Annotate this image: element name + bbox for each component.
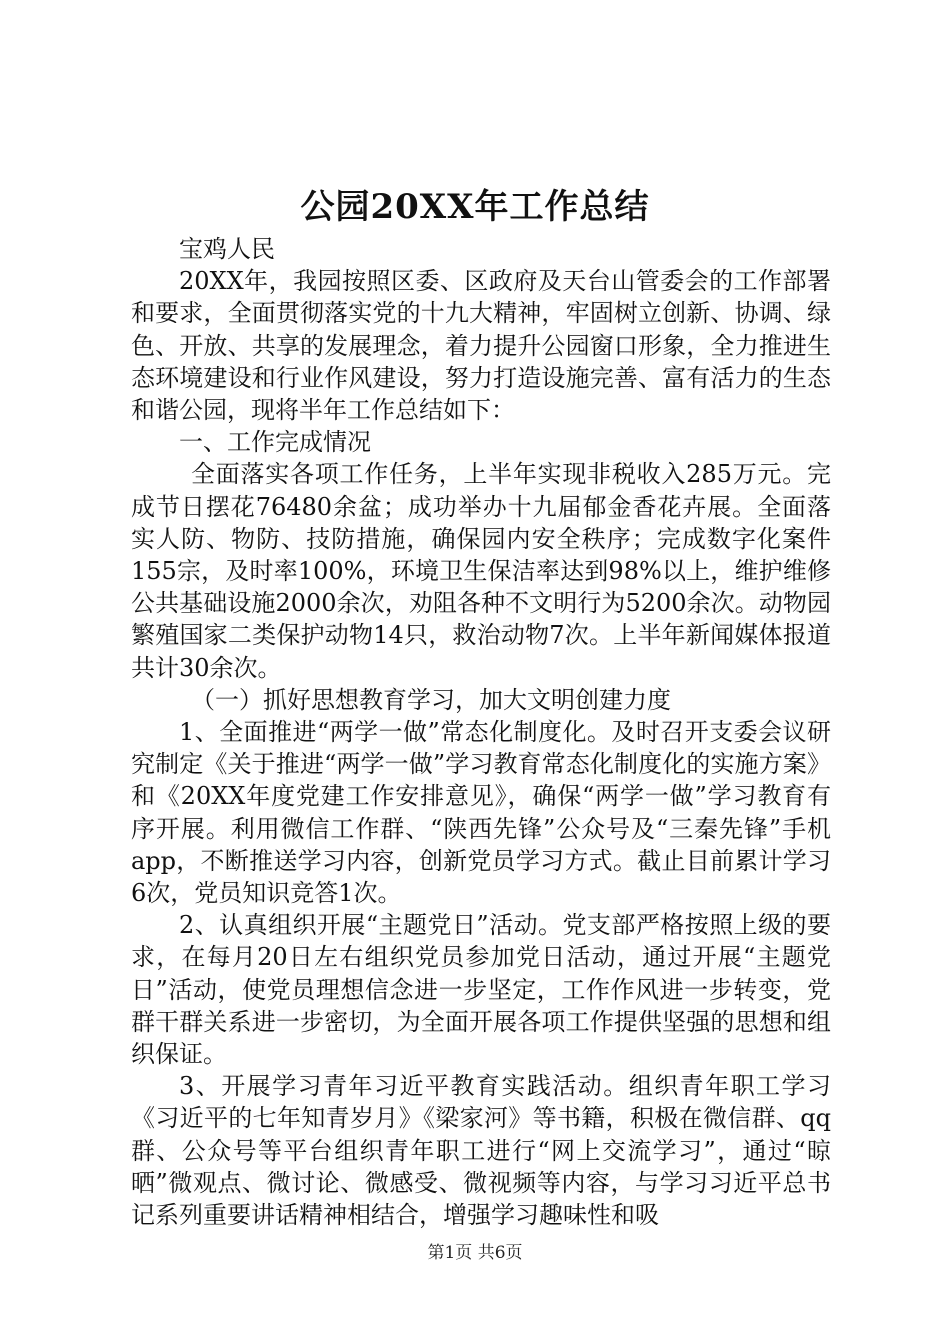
subsection-heading: （一）抓好思想教育学习，加大文明创建力度 — [191, 685, 671, 714]
section-heading: 一、工作完成情况 — [179, 428, 371, 457]
paragraph-item-3: 3、开展学习青年习近平教育实践活动。组织青年职工学习《习近平的七年知青岁月》《梁家河》等书籍，积极在微信群、qq群、公众号等平台组织青年职工进行“网上交流学习”，通过“晾晒”微观点、微讨论、微感受、微视频等内容，与学习习近平总书记系列重要讲话精神相结合，增强学习趣味性和吸 — [131, 1072, 831, 1230]
document-body — [131, 233, 831, 1231]
author-line: 宝鸡人民 — [179, 235, 275, 263]
paragraph-item-2: 2、认真组织开展“主题党日”活动。党支部严格按照上级的要求，在每月20日左右组织党员参加党日活动，通过开展“主题党日”活动，使党员理想信念进一步坚定，工作作风进一步转变，党群干群关系进一步密切，为全面开展各项工作提供坚强的思想和组织保证。 — [131, 911, 831, 1069]
document-title: 公园20XX年工作总结 — [300, 187, 650, 227]
page-number: 第1页 共6页 — [427, 1243, 523, 1263]
paragraph-summary: 全面落实各项工作任务，上半年实现非税收入285万元。完成节日摆花76480余盆；成功举办十九届郁金香花卉展。全面落实人防、物防、技防措施，确保园内安全秩序；完成数字化案件155宗，及时率100%，环境卫生保洁率达到98%以上，维护维修公共基础设施2000余次，劝阻各种不文明行为5200余次。动物园繁殖国家二类保护动物14只，救治动物7次。上半年新闻媒体报道共计30余次。 — [131, 460, 831, 682]
paragraph-item-1: 1、全面推进“两学一做”常态化制度化。及时召开支委会议研究制定《关于推进“两学一做”学习教育常态化制度化的实施方案》和《20XX年度党建工作安排意见》，确保“两学一做”学习教育有序开展。利用微信工作群、“陕西先锋”公众号及“三秦先锋”手机app，不断推送学习内容，创新党员学习方式。截止目前累计学习6次，党员知识竞答1次。 — [131, 718, 831, 908]
paragraph-intro: 20XX年，我园按照区委、区政府及天台山管委会的工作部署和要求，全面贯彻落实党的十九大精神，牢固树立创新、协调、绿色、开放、共享的发展理念，着力提升公园窗口形象，全力推进生态环境建设和行业作风建设，努力打造设施完善、富有活力的生态和谐公园，现将半年工作总结如下： — [131, 267, 831, 425]
